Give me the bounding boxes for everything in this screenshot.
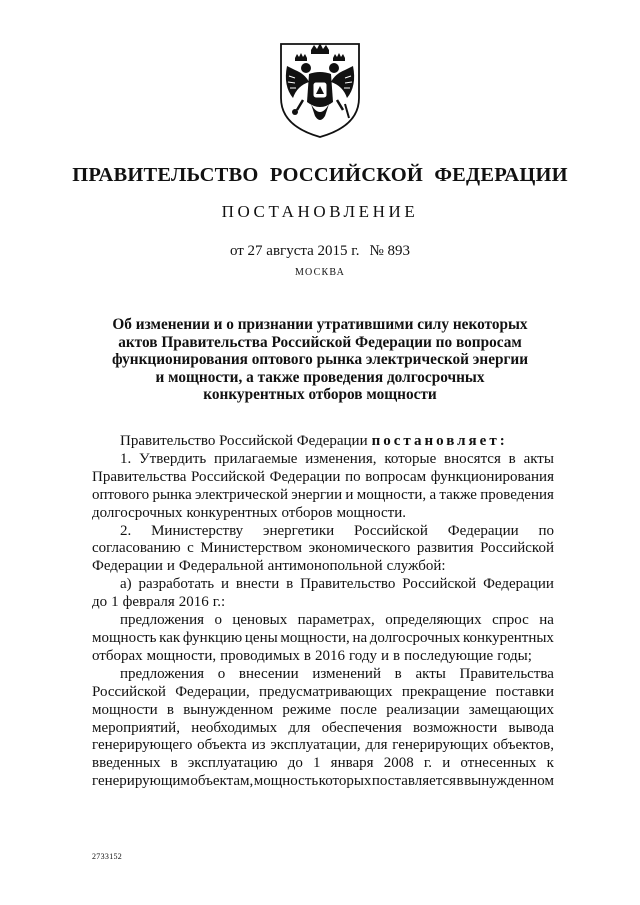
word: вывода — [508, 719, 554, 736]
paragraph-line — [92, 576, 554, 594]
paragraphs-container — [92, 451, 554, 791]
word: антимонопольной — [267, 558, 383, 575]
word: внести — [235, 576, 280, 593]
word: в — [166, 701, 174, 718]
date-number-line — [0, 243, 640, 260]
word: для — [365, 737, 388, 754]
word: г.: — [212, 594, 226, 611]
word: режиме — [282, 701, 332, 718]
coat-of-arms-emblem — [275, 36, 365, 140]
word: по — [345, 468, 361, 485]
word: Федерации — [269, 468, 341, 485]
word: Российской — [402, 576, 477, 593]
word: отборов — [281, 504, 333, 521]
word: Федерации — [92, 558, 163, 575]
preamble-line — [92, 433, 554, 451]
word: до — [287, 755, 303, 772]
word: мощность — [92, 629, 157, 646]
word: в — [286, 576, 294, 593]
word: электрической — [195, 486, 288, 503]
word: эксплуатацию — [187, 755, 278, 772]
preamble-text: Правительство Российской Федерации — [120, 433, 368, 449]
word: цены — [244, 629, 278, 646]
word: 2016 — [315, 647, 345, 664]
document-code: 2733152 — [92, 852, 123, 861]
word: конкурентных — [186, 504, 278, 521]
word: на — [539, 612, 554, 629]
word: Российской — [92, 683, 166, 700]
word: изменения, — [305, 450, 377, 467]
word: предложения — [120, 665, 205, 682]
word: рынка — [152, 486, 192, 503]
russian-coat-of-arms-icon — [275, 36, 365, 140]
word: и — [380, 647, 390, 664]
paragraph-line — [92, 469, 554, 487]
word: оптового — [92, 486, 150, 503]
word: 2008 — [383, 755, 414, 772]
document-heading — [80, 316, 560, 404]
city-name: МОСКВА — [294, 267, 346, 278]
word: отнесенных — [460, 755, 537, 772]
word: января — [330, 755, 374, 772]
word: поставки — [495, 683, 554, 700]
word: в — [508, 450, 516, 467]
word: эксплуатации, — [270, 737, 361, 754]
word: на — [352, 629, 368, 646]
heading-line: функционирования оптового рынка электрической энергии — [111, 351, 529, 368]
word: предложения — [120, 612, 205, 629]
word: Министерству — [151, 522, 244, 539]
word: вынужденном — [183, 701, 274, 718]
word: о — [217, 665, 226, 682]
word: в — [393, 647, 401, 664]
word: а) — [120, 576, 132, 593]
word: в — [394, 665, 402, 682]
word: конкурентных — [462, 629, 554, 646]
document-number: № 893 — [369, 243, 411, 259]
word: Правительства — [92, 468, 187, 485]
word: годы; — [497, 647, 532, 664]
paragraph-line — [92, 773, 554, 791]
word: мощности, — [356, 486, 427, 503]
word: объектам, — [190, 773, 254, 790]
word: а — [429, 486, 437, 503]
word: Федерации, — [175, 683, 250, 700]
word: акты — [415, 665, 446, 682]
paragraph-line — [92, 558, 554, 576]
paragraph-line — [92, 451, 554, 469]
word: объектов, — [493, 737, 554, 754]
heading-line: конкурентных отборов мощности — [203, 386, 437, 403]
word: мощности — [92, 701, 158, 718]
document-body — [92, 433, 554, 791]
word: спрос — [492, 612, 529, 629]
word: также — [439, 486, 477, 503]
word: проводимых — [220, 647, 300, 664]
word: февраля — [122, 594, 175, 611]
word: году — [349, 647, 377, 664]
word: Правительства — [459, 665, 554, 682]
word: которых — [318, 773, 372, 790]
document-date: от 27 августа 2015 г. — [229, 243, 360, 259]
word: и — [166, 558, 175, 575]
word: и — [345, 486, 354, 503]
word: прилагаемые — [214, 450, 298, 467]
paragraph-line — [92, 737, 554, 755]
word: в — [170, 755, 178, 772]
word: 1. — [120, 450, 132, 467]
word: Министерством — [200, 540, 303, 557]
word: генерирующим — [92, 773, 190, 790]
word: предусматривающих — [259, 683, 393, 700]
paragraph-line — [92, 666, 554, 684]
word: после — [340, 701, 377, 718]
word: о — [214, 612, 222, 629]
paragraph-line — [92, 612, 554, 630]
word: необходимых — [191, 719, 278, 736]
word: Утвердить — [139, 450, 207, 467]
paragraph-line — [92, 684, 554, 702]
word: прекращение — [401, 683, 487, 700]
paragraph-line — [92, 630, 554, 648]
word: разработать — [138, 576, 215, 593]
word: и — [442, 755, 451, 772]
word: проведения — [480, 486, 554, 503]
word: мощности, — [146, 647, 217, 664]
word: 1 — [313, 755, 321, 772]
word: функцию — [182, 629, 243, 646]
word: с — [187, 540, 194, 557]
word: мощности, — [280, 629, 350, 646]
word: обеспечения — [321, 719, 402, 736]
word: мощность — [253, 773, 319, 790]
word: мероприятий, — [92, 719, 180, 736]
paragraph-line — [92, 523, 554, 541]
heading-line: актов Правительства Российской Федерации по вопросам — [118, 333, 522, 351]
word: службой: — [386, 558, 446, 575]
word: генерирующего — [92, 737, 193, 754]
word: Правительство — [300, 576, 396, 593]
word: изменений — [312, 665, 381, 682]
word: Федерации — [483, 576, 554, 593]
preamble-verb: постановляет: — [371, 433, 508, 449]
word: акты — [523, 450, 554, 467]
word: функционирования — [430, 468, 554, 485]
word: г. — [423, 755, 433, 772]
word: по — [538, 522, 554, 539]
paragraph-line — [92, 648, 554, 666]
paragraph-line — [92, 505, 554, 523]
word: определяющих — [385, 612, 482, 629]
word: согласованию — [92, 540, 181, 557]
word: поставляется — [371, 773, 457, 790]
paragraph-line — [92, 702, 554, 720]
word: Российской — [354, 522, 428, 539]
word: в — [303, 647, 311, 664]
word: вынужденном — [464, 773, 554, 790]
word: экономического — [308, 540, 411, 557]
word: ценовых — [232, 612, 288, 629]
word: и — [220, 576, 229, 593]
word: энергии — [291, 486, 343, 503]
word: вопросам — [365, 468, 427, 485]
word: реализации — [386, 701, 460, 718]
paragraph-line — [92, 540, 554, 558]
word: введенных — [92, 755, 161, 772]
paragraph-line — [92, 720, 554, 738]
word: внесении — [238, 665, 299, 682]
word: для — [288, 719, 311, 736]
document-type: ПОСТАНОВЛЕНИЕ — [221, 202, 419, 221]
word: как — [159, 629, 181, 646]
word: 2016 — [178, 594, 209, 611]
word: параметрах, — [297, 612, 375, 629]
word: Федерации — [447, 522, 519, 539]
heading-line: Об изменении и о признании утратившими силу некоторых — [112, 316, 528, 333]
word: к — [546, 755, 554, 772]
word: энергетики — [263, 522, 335, 539]
word: Российской — [191, 468, 265, 485]
word: Федеральной — [178, 558, 264, 575]
word: до — [92, 594, 108, 611]
word: замещающих — [468, 701, 554, 718]
word: долгосрочных — [92, 504, 183, 521]
word: объекта — [197, 737, 247, 754]
word: развития — [416, 540, 474, 557]
word: из — [251, 737, 266, 754]
word: 2. — [120, 522, 132, 539]
word: в — [456, 773, 464, 790]
paragraph-line — [92, 487, 554, 505]
government-title: ПРАВИТЕЛЬСТВО РОССИЙСКОЙ ФЕДЕРАЦИИ — [72, 164, 568, 186]
word: мощности. — [336, 504, 406, 521]
word: вносятся — [444, 450, 501, 467]
heading-line: и мощности, а также проведения долгосрочных — [155, 368, 485, 386]
word: 1 — [111, 594, 119, 611]
word: последующие — [404, 647, 494, 664]
paragraph-line — [92, 594, 554, 612]
paragraph-line — [92, 755, 554, 773]
word: отборах — [92, 647, 143, 664]
word: которые — [384, 450, 437, 467]
word: возможности — [412, 719, 498, 736]
word: генерирующих — [392, 737, 489, 754]
word: Российской — [480, 540, 554, 557]
word: долгосрочных — [369, 629, 461, 646]
